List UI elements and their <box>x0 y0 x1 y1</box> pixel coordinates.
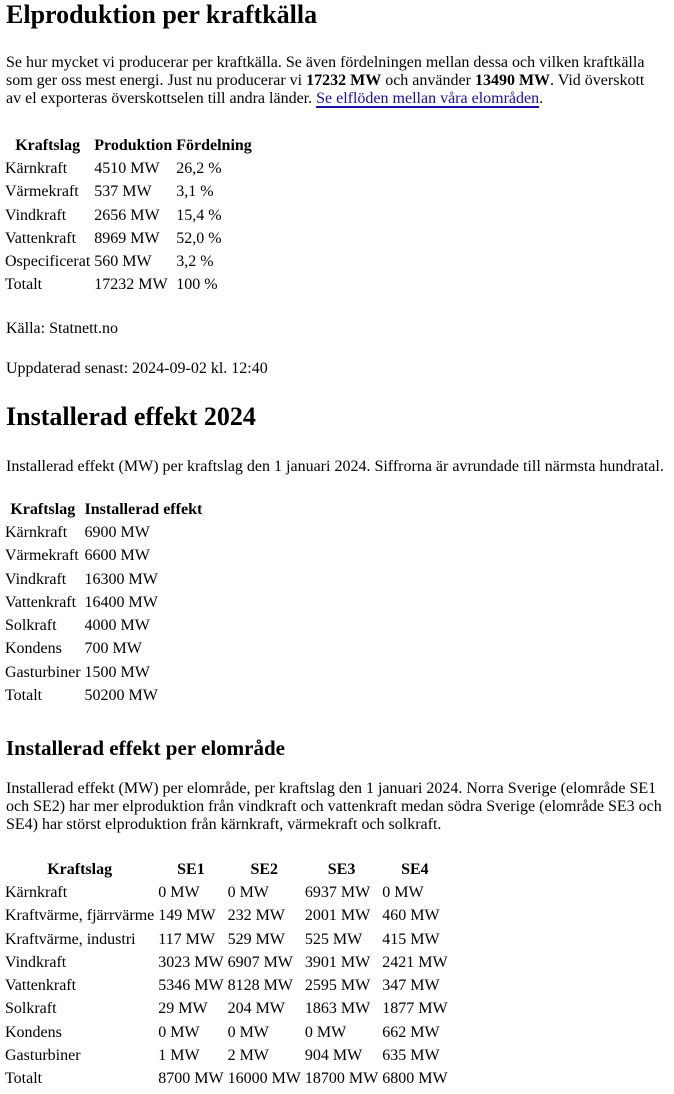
table-header-row <box>4 134 253 157</box>
table-cell: 16300 MW <box>84 570 158 588</box>
table-row <box>4 204 253 227</box>
section-title-per-area: Installerad effekt per elområde <box>6 736 285 760</box>
table-cell: 8128 MW <box>227 977 293 995</box>
intro-text-2: och använder <box>381 72 475 89</box>
table-cell: 0 MW <box>158 1023 200 1041</box>
row-label: Vindkraft <box>5 570 67 588</box>
table-cell: 347 MW <box>382 977 440 995</box>
table-cell: 16400 MW <box>84 593 158 611</box>
table-cell: 4000 MW <box>84 617 150 635</box>
intro-text-1: Se hur mycket vi producerar per kraftkälla. Se även fördelningen mellan dessa och vilken kraftkälla som ger oss mest energi. Just nu producerar vi <box>6 54 645 89</box>
table-cell: 6907 MW <box>227 953 293 971</box>
table-row <box>4 951 449 974</box>
row-label: Kärnkraft <box>5 883 68 901</box>
table-cell: 2656 MW <box>94 206 160 224</box>
row-label: Vindkraft <box>5 206 67 224</box>
table-cell: 3,2 % <box>176 253 214 271</box>
table-cell: 2001 MW <box>304 907 371 925</box>
table-cell: 2 MW <box>227 1047 269 1065</box>
table-row <box>4 998 449 1021</box>
table-row <box>4 1068 449 1091</box>
installed-table <box>2 498 205 708</box>
table-cell: 6800 MW <box>382 1070 448 1088</box>
row-label: Totalt <box>5 276 43 294</box>
row-label: Totalt <box>5 687 43 705</box>
table-cell: 8700 MW <box>158 1070 224 1088</box>
table-row <box>4 1044 449 1067</box>
table-cell: 904 MW <box>304 1047 363 1065</box>
row-label: Gasturbiner <box>5 663 81 681</box>
table-cell: 6900 MW <box>84 523 150 541</box>
row-label: Vindkraft <box>5 953 67 971</box>
intro-text-3: . Vid överskott av el exporteras överskottselen till andra länder. <box>6 72 645 107</box>
per-area-intro: Installerad effekt (MW) per elområde, per kraftslag den 1 januari 2024. Norra Sverige (elområde SE1 och SE2) har mer elproduktion från vindkraft och vattenkraft medan södra Sverige (elområde SE3 och SE4) har störst elproduktion från kärnkraft, värmekraft och solkraft. <box>6 780 662 833</box>
column-header: SE1 <box>177 860 205 878</box>
per-area-table <box>2 858 451 1091</box>
section-title-installed: Installerad effekt 2024 <box>6 402 256 431</box>
table-cell: 6600 MW <box>84 547 150 565</box>
table-cell: 3901 MW <box>304 953 371 971</box>
table-cell: 529 MW <box>227 930 285 948</box>
table-cell: 2595 MW <box>304 977 371 995</box>
page-title: Elproduktion per kraftkälla <box>6 0 318 29</box>
row-label: Solkraft <box>5 617 57 635</box>
table-row <box>4 928 449 951</box>
table-row <box>4 591 203 614</box>
table-row <box>4 684 203 707</box>
table-row <box>4 1021 449 1044</box>
table-cell: 662 MW <box>382 1023 440 1041</box>
table-cell: 26,2 % <box>176 159 222 177</box>
table-cell: 232 MW <box>227 907 285 925</box>
table-cell: 1863 MW <box>304 1000 371 1018</box>
row-label: Vattenkraft <box>5 593 77 611</box>
intro-text-end: . <box>539 90 544 107</box>
row-label: Vattenkraft <box>5 229 77 247</box>
table-cell: 525 MW <box>304 930 363 948</box>
row-label: Kärnkraft <box>5 523 68 541</box>
table-cell: 3023 MW <box>158 953 224 971</box>
table-cell: 537 MW <box>94 183 152 201</box>
table-cell: 17232 MW <box>94 276 168 294</box>
row-label: Kraftvärme, fjärrvärme <box>5 907 155 925</box>
row-label: Vattenkraft <box>5 977 77 995</box>
row-label: Ospecificerat <box>5 253 91 271</box>
column-header: Fördelning <box>176 136 252 154</box>
row-label: Kondens <box>5 1023 62 1041</box>
table-cell: 635 MW <box>382 1047 440 1065</box>
column-header: Kraftslag <box>10 500 76 518</box>
column-header: SE3 <box>327 860 356 878</box>
table-cell: 8969 MW <box>94 229 160 247</box>
installed-intro: Installerad effekt (MW) per kraftslag den 1 januari 2024. Siffrorna är avrundade till närmsta hundratal. <box>6 458 664 475</box>
row-label: Gasturbiner <box>5 1047 81 1065</box>
table-cell: 3,1 % <box>176 183 214 201</box>
table-row <box>4 568 203 591</box>
row-label: Kondens <box>5 640 62 658</box>
column-header: SE4 <box>401 860 429 878</box>
table-header-row <box>4 498 203 521</box>
elflows-link[interactable]: Se elflöden mellan våra elområden <box>316 90 540 107</box>
table-cell: 0 MW <box>158 883 200 901</box>
table-row <box>4 974 449 997</box>
row-label: Solkraft <box>5 1000 57 1018</box>
row-label: Värmekraft <box>5 183 79 201</box>
table-cell: 415 MW <box>382 930 440 948</box>
table-cell: 50200 MW <box>84 687 158 705</box>
table-row <box>4 614 203 637</box>
table-cell: 29 MW <box>158 1000 208 1018</box>
table-row <box>4 545 203 568</box>
table-row <box>4 881 449 904</box>
table-cell: 0 MW <box>382 883 424 901</box>
table-cell: 2421 MW <box>382 953 448 971</box>
column-header: Produktion <box>94 136 173 154</box>
column-header: Kraftslag <box>47 860 113 878</box>
table-cell: 1877 MW <box>382 1000 448 1018</box>
row-label: Kärnkraft <box>5 159 68 177</box>
current-consumption-value: 13490 MW <box>474 72 551 89</box>
row-label: Värmekraft <box>5 547 79 565</box>
column-header: Kraftslag <box>15 136 81 154</box>
column-header: SE2 <box>250 860 279 878</box>
table-cell: 52,0 % <box>176 229 222 247</box>
table-cell: 1500 MW <box>84 663 150 681</box>
row-label: Kraftvärme, industri <box>5 930 136 948</box>
table-cell: 6937 MW <box>304 883 371 901</box>
table-cell: 100 % <box>176 276 218 294</box>
table-row <box>4 521 203 544</box>
table-cell: 460 MW <box>382 907 440 925</box>
table-cell: 15,4 % <box>176 206 222 224</box>
table-cell: 204 MW <box>227 1000 285 1018</box>
column-header: Installerad effekt <box>84 500 203 518</box>
table-header-row <box>4 858 449 881</box>
table-row <box>4 905 449 928</box>
table-row <box>4 181 253 204</box>
table-row <box>4 227 253 250</box>
row-label: Totalt <box>5 1070 43 1088</box>
table-cell: 5346 MW <box>158 977 224 995</box>
table-cell: 117 MW <box>158 930 215 948</box>
updated-text: Uppdaterad senast: 2024-09-02 kl. 12:40 <box>6 360 268 377</box>
table-row <box>4 274 253 297</box>
production-table <box>2 134 255 297</box>
table-cell: 0 MW <box>304 1023 347 1041</box>
table-cell: 0 MW <box>227 883 269 901</box>
table-cell: 18700 MW <box>304 1070 379 1088</box>
table-row <box>4 157 253 180</box>
table-cell: 4510 MW <box>94 159 160 177</box>
table-cell: 16000 MW <box>227 1070 301 1088</box>
table-row <box>4 638 203 661</box>
table-cell: 1 MW <box>158 1047 200 1065</box>
production-intro <box>6 54 661 108</box>
source-text: Källa: Statnett.no <box>6 320 118 337</box>
current-production-value: 17232 MW <box>306 72 382 89</box>
table-row <box>4 661 203 684</box>
table-cell: 0 MW <box>227 1023 269 1041</box>
table-row <box>4 250 253 273</box>
table-cell: 700 MW <box>84 640 142 658</box>
table-cell: 560 MW <box>94 253 152 271</box>
table-cell: 149 MW <box>158 907 216 925</box>
